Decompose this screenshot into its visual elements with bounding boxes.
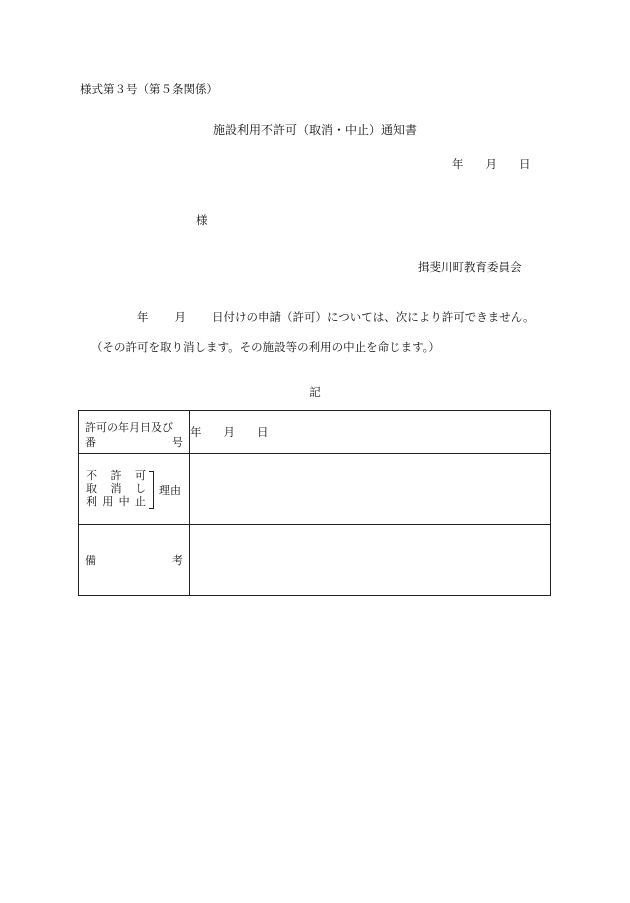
reason-label: 理由 xyxy=(159,484,181,497)
body-month: 月 xyxy=(174,310,186,324)
permit-year: 年 xyxy=(190,425,202,439)
permit-month: 月 xyxy=(223,425,235,439)
addressee-suffix: 様 xyxy=(196,213,208,227)
body-text: 日付けの申請（許可）については、次により許可できません。 xyxy=(212,310,535,324)
permit-date-field xyxy=(190,411,551,454)
date-day: 日 xyxy=(519,157,531,171)
document-title: 施設利用不許可（取消・中止）通知書 xyxy=(212,123,417,137)
body-line-1 xyxy=(137,309,534,325)
date-month: 月 xyxy=(485,157,497,171)
notice-table xyxy=(78,410,551,596)
remarks-label-left: 備 xyxy=(85,554,96,567)
body-line-2: （その許可を取り消します。その施設等の利用の中止を命じます。） xyxy=(91,340,440,354)
date-year: 年 xyxy=(452,157,464,171)
bracket-mark xyxy=(149,471,154,509)
reason-label-cell xyxy=(79,454,190,525)
permit-date-label: 許可の年月日及び xyxy=(85,421,173,434)
table-row xyxy=(79,411,551,454)
table-row xyxy=(79,525,551,596)
remarks-field xyxy=(190,525,551,596)
issue-date-line xyxy=(452,156,531,172)
table-row xyxy=(79,454,551,525)
number-label-right: 号 xyxy=(172,436,183,449)
permit-day: 日 xyxy=(257,425,269,439)
permit-date-label-cell xyxy=(79,411,190,454)
remarks-label-right: 考 xyxy=(172,554,183,567)
issuer-name: 揖斐川町教育委員会 xyxy=(418,260,522,274)
ki-heading: 記 xyxy=(309,385,321,399)
remarks-label-cell xyxy=(79,525,190,596)
reason-option-fukyoka: 不 許 可 xyxy=(86,469,146,482)
body-year: 年 xyxy=(137,310,149,324)
form-number: 様式第３号（第５条関係） xyxy=(80,82,218,96)
reason-option-torikeshi: 取 消 し xyxy=(86,482,146,495)
reason-option-chushi: 利 用 中 止 xyxy=(86,495,146,508)
reason-field xyxy=(190,454,551,525)
number-label-left: 番 xyxy=(85,436,96,449)
